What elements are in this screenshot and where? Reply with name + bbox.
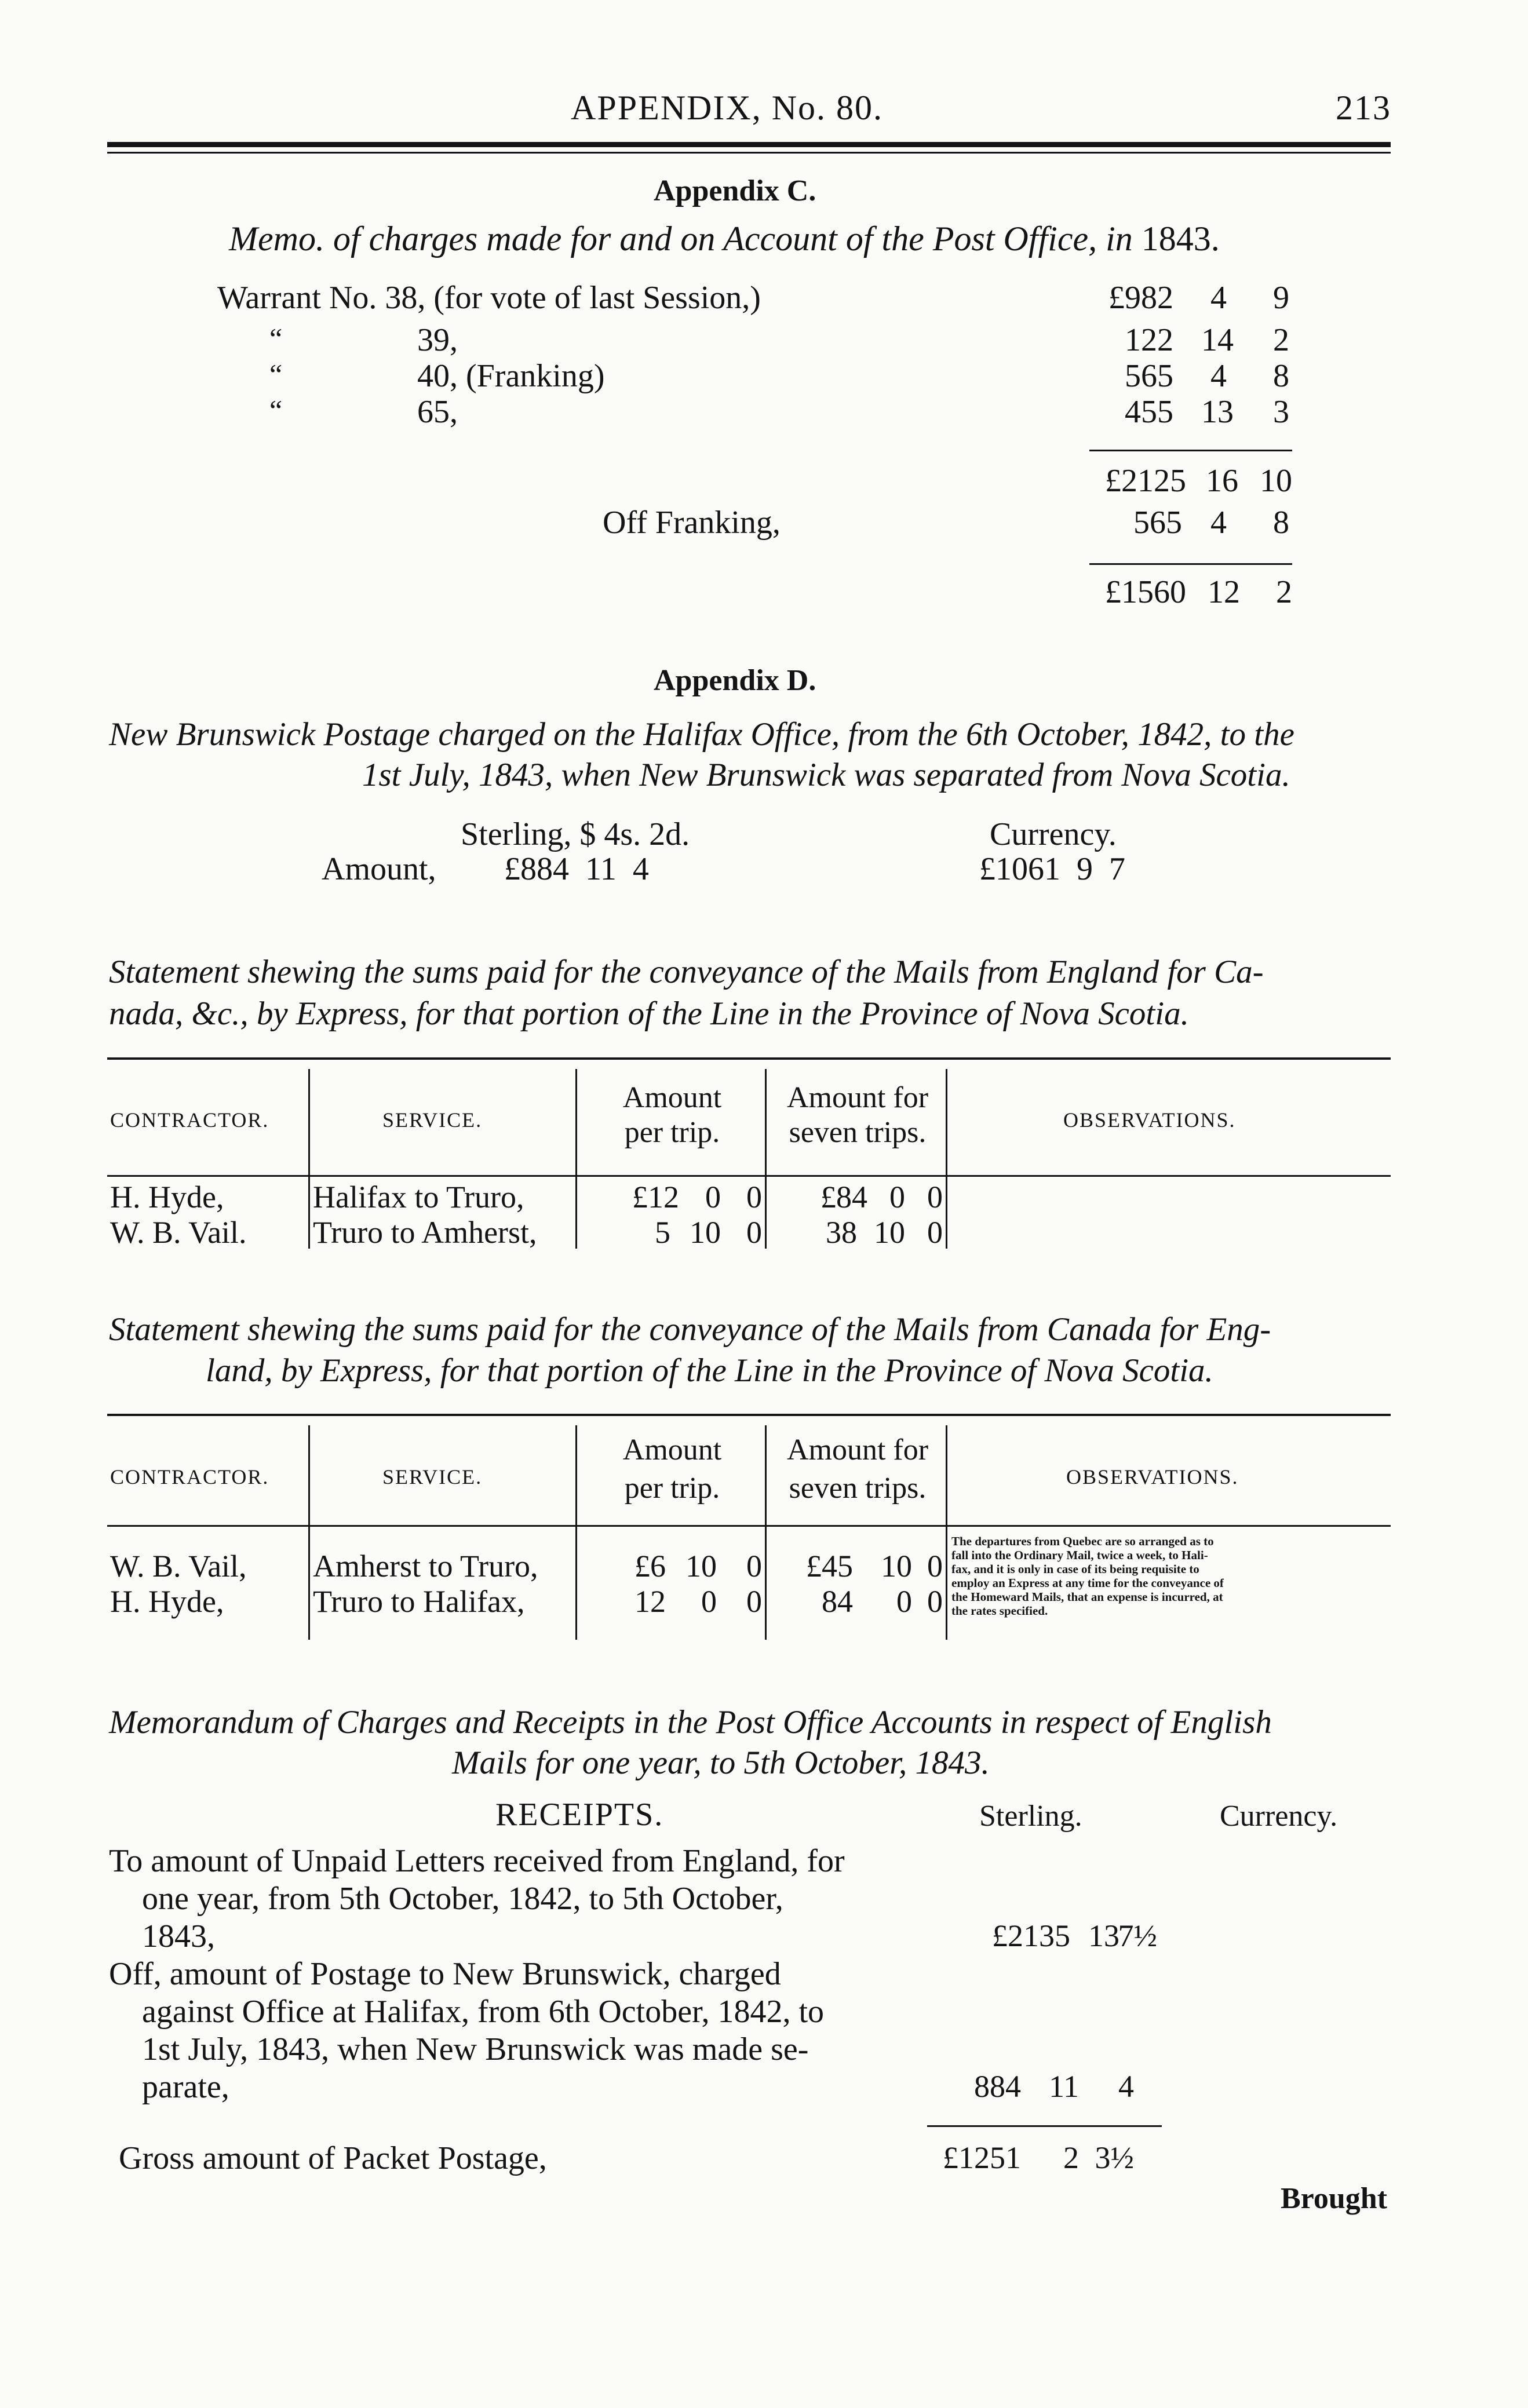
header-amount-for: Amount for — [786, 1081, 929, 1114]
net-pounds: £1560 — [1105, 574, 1186, 610]
header-seven-trips: seven trips. — [789, 1116, 927, 1149]
trip-shillings: 0 — [701, 1584, 717, 1619]
currency-amount: £1061 9 7 — [979, 851, 1125, 887]
amount-pence: 9 — [1273, 280, 1289, 316]
item2-shillings: 11 — [1049, 2069, 1079, 2104]
total-pence: 10 — [1260, 463, 1292, 499]
net-shillings: 12 — [1208, 574, 1240, 610]
memo-word: Memo. — [229, 220, 324, 258]
observation-line: employ an Express at any time for the conveyance of — [951, 1576, 1224, 1590]
seven-pounds: 84 — [822, 1584, 853, 1619]
receipt-item2-line: parate, — [142, 2069, 229, 2105]
warrant-row-label: 40, (Franking) — [417, 358, 605, 394]
page-number: 213 — [1336, 89, 1391, 127]
amount-pounds: 455 — [1125, 394, 1173, 430]
ditto-mark: “ — [269, 358, 283, 391]
gross-shillings: 2 — [1063, 2140, 1079, 2175]
amount-pence: 8 — [1273, 358, 1289, 394]
table-row-contractor: W. B. Vail. — [110, 1215, 247, 1250]
table-row-contractor: W. B. Vail, — [110, 1549, 247, 1584]
header-amount-for: Amount for — [786, 1433, 929, 1466]
trip-pounds: £12 — [632, 1180, 679, 1214]
seven-pence: 0 — [927, 1215, 943, 1250]
warrant-row-label: Warrant No. 38, (for vote of last Session,) — [217, 280, 761, 316]
total-shillings: 16 — [1206, 463, 1238, 499]
header-rule-thick — [107, 142, 1391, 147]
table-row-contractor: H. Hyde, — [110, 1180, 224, 1214]
item1-pounds: £2135 — [992, 1918, 1070, 1953]
catchword: Brought — [1281, 2182, 1387, 2215]
table-row-service: Truro to Halifax, — [313, 1584, 525, 1619]
warrant-row-label: 39, — [417, 322, 458, 358]
appendix-c-heading: Appendix C. — [654, 174, 816, 207]
header-per-trip: per trip. — [624, 1472, 720, 1505]
amount-shillings: 4 — [1210, 280, 1227, 316]
seven-pounds: £84 — [820, 1180, 867, 1214]
amount-pounds: £982 — [1108, 280, 1173, 316]
item1-pence: 7½ — [1118, 1918, 1157, 1953]
table2-header-contractor: CONTRACTOR. — [110, 1465, 269, 1488]
table2-vline — [308, 1425, 310, 1640]
amount-shillings: 13 — [1201, 394, 1234, 430]
table2-top-rule — [107, 1414, 1391, 1416]
sum-rule — [927, 2125, 1162, 2127]
memorandum-line1: Memorandum of Charges and Receipts in the Post Office Accounts in respect of English — [109, 1704, 1272, 1741]
seven-shillings: 10 — [874, 1215, 905, 1250]
off-pounds: 565 — [1133, 505, 1182, 541]
table-row-service: Truro to Amherst, — [313, 1215, 537, 1250]
receipt-item2-line: Off, amount of Postage to New Brunswick, charged — [109, 1956, 781, 1992]
amount-pounds: 122 — [1125, 322, 1173, 358]
amount-pence: 3 — [1273, 394, 1289, 430]
receipt-item2-line: against Office at Halifax, from 6th October, 1842, to — [142, 1994, 825, 2030]
appendix-c-memo — [229, 219, 1220, 259]
table2-header-amount-seven — [768, 1431, 947, 1508]
sum-rule — [1089, 563, 1292, 565]
appendix-d-intro-line2: 1st July, 1843, when New Brunswick was separated from Nova Scotia. — [362, 757, 1290, 793]
net-pence: 2 — [1276, 574, 1292, 610]
table1-vline — [765, 1069, 767, 1249]
gross-pence: 3½ — [1095, 2140, 1134, 2175]
ditto-mark: “ — [269, 394, 283, 426]
seven-shillings: 0 — [889, 1180, 905, 1214]
item2-pounds: 884 — [974, 2069, 1021, 2104]
table1-header-observations: OBSERVATIONS. — [1063, 1108, 1236, 1132]
table1-header-rule — [107, 1175, 1391, 1177]
trip-pence: 0 — [746, 1584, 762, 1619]
total-pounds: £2125 — [1105, 463, 1186, 499]
amount-shillings: 14 — [1201, 322, 1234, 358]
table2-header-service: SERVICE. — [382, 1465, 483, 1488]
observation-line: fall into the Ordinary Mail, twice a week, to Hali- — [951, 1548, 1208, 1562]
memo-office: Post Office — [932, 220, 1089, 258]
gross-pounds: £1251 — [943, 2140, 1021, 2175]
table2-header-observations: OBSERVATIONS. — [1066, 1465, 1239, 1488]
gross-amount-label: Gross amount of Packet Postage, — [119, 2140, 547, 2176]
amount-pounds: 565 — [1125, 358, 1173, 394]
statement2-line1: Statement shewing the sums paid for the conveyance of the Mails from Canada for Eng- — [109, 1311, 1271, 1348]
amount-pence: 2 — [1273, 322, 1289, 358]
off-pence: 8 — [1273, 505, 1289, 541]
table-row-contractor: H. Hyde, — [110, 1584, 224, 1619]
table1-header-service: SERVICE. — [382, 1108, 483, 1132]
receipt-item1-line: one year, from 5th October, 1842, to 5th October, — [142, 1881, 783, 1917]
appendix-d-intro-line1: New Brunswick Postage charged on the Halifax Office, from the 6th October, 1842, to the — [109, 716, 1294, 753]
table1-header-amount-seven — [768, 1081, 947, 1150]
observation-line: the rates specified. — [951, 1604, 1048, 1618]
memo-in: , in — [1088, 220, 1142, 258]
item2-pence: 4 — [1118, 2069, 1134, 2104]
ditto-mark: “ — [269, 322, 283, 355]
table1-header-contractor: CONTRACTOR. — [110, 1108, 269, 1132]
currency-label: Currency. — [990, 816, 1117, 852]
trip-shillings: 10 — [685, 1549, 717, 1584]
item1-shillings: 13 — [1088, 1918, 1119, 1953]
observation-line: the Homeward Mails, that an expense is incurred, at — [951, 1590, 1223, 1604]
observation-line: fax, and it is only in case of its being requisite to — [951, 1562, 1199, 1576]
trip-pounds: 5 — [655, 1215, 670, 1250]
seven-pounds: £45 — [806, 1549, 853, 1584]
statement1-line2: nada, &c., by Express, for that portion of the Line in the Province of Nova Scotia. — [109, 995, 1189, 1032]
table2-vline — [575, 1425, 577, 1640]
seven-pence: 0 — [927, 1584, 943, 1619]
sterling-amount: £884 11 4 — [504, 851, 649, 887]
seven-shillings: 0 — [896, 1584, 912, 1619]
receipt-item1-line: 1843, — [142, 1918, 215, 1954]
off-franking-label: Off Franking, — [603, 505, 781, 541]
table1-top-rule — [107, 1057, 1391, 1060]
off-shillings: 4 — [1210, 505, 1227, 541]
seven-pence: 0 — [927, 1549, 943, 1584]
amount-label: Amount, — [322, 851, 436, 887]
trip-pence: 0 — [746, 1549, 762, 1584]
memorandum-line2: Mails for one year, to 5th October, 1843. — [452, 1745, 990, 1781]
seven-pounds: 38 — [826, 1215, 857, 1250]
table-row-service: Halifax to Truro, — [313, 1180, 524, 1214]
trip-pounds: £6 — [634, 1549, 666, 1584]
table1-vline — [308, 1069, 310, 1249]
observation-line: The departures from Quebec are so arranged as to — [951, 1534, 1214, 1548]
table2-header-amount-trip — [579, 1431, 765, 1508]
trip-pounds: 12 — [634, 1584, 666, 1619]
header-per-trip: per trip. — [624, 1116, 720, 1149]
statement2-line2: land, by Express, for that portion of the Line in the Province of Nova Scotia. — [206, 1352, 1213, 1389]
receipts-heading: RECEIPTS. — [495, 1797, 664, 1833]
observations-note — [951, 1534, 1224, 1618]
header-amount-word: Amount — [622, 1081, 722, 1114]
table-row-service: Amherst to Truro, — [313, 1549, 538, 1584]
sterling-label: Sterling, $ 4s. 2d. — [461, 816, 690, 852]
seven-pence: 0 — [927, 1180, 943, 1214]
memo-text: of charges made for and on Account of the — [324, 220, 933, 258]
currency-heading: Currency. — [1220, 1800, 1338, 1833]
appendix-d-heading: Appendix D. — [654, 664, 816, 697]
statement1-line1: Statement shewing the sums paid for the conveyance of the Mails from England for Ca- — [109, 954, 1264, 990]
trip-pence: 0 — [746, 1215, 762, 1250]
table2-header-rule — [107, 1525, 1391, 1527]
table1-header-amount-trip — [579, 1081, 765, 1150]
header-rule-thin — [107, 152, 1391, 154]
receipt-item2-line: 1st July, 1843, when New Brunswick was made se- — [142, 2031, 809, 2067]
sterling-heading: Sterling. — [979, 1800, 1082, 1833]
sum-rule — [1089, 450, 1292, 451]
trip-pence: 0 — [746, 1180, 762, 1214]
header-seven-trips: seven trips. — [789, 1472, 927, 1505]
table2-vline — [765, 1425, 767, 1640]
trip-shillings: 0 — [705, 1180, 721, 1214]
amount-shillings: 4 — [1210, 358, 1227, 394]
table1-vline — [575, 1069, 577, 1249]
memo-year: 1843. — [1141, 220, 1220, 258]
receipt-item1-line: To amount of Unpaid Letters received from England, for — [109, 1843, 845, 1879]
header-amount-word: Amount — [622, 1433, 722, 1466]
warrant-row-label: 65, — [417, 394, 458, 430]
running-head-title: APPENDIX, No. 80. — [571, 89, 884, 127]
trip-shillings: 10 — [690, 1215, 721, 1250]
seven-shillings: 10 — [881, 1549, 912, 1584]
